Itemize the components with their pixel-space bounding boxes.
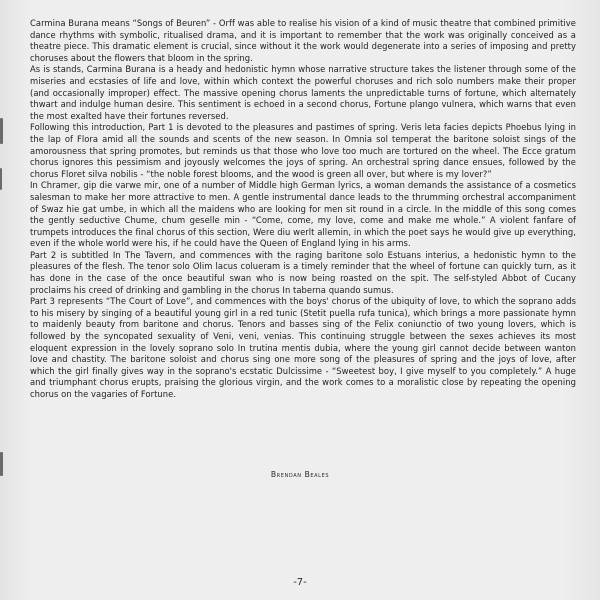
paragraph-part3-court-of-love: Part 3 represents “The Court of Love”, and commences with the boys' chorus of the ubiquity of love, to which the soprano adds to his misery by singing of a beautiful young girl in a red tunic (Stetit puella rufa tunica), which brings a more passionate hymn to maidenly beauty from baritone and chorus. Tenors and basses sing of the Felix coniunctio of two young lovers, which is followed by the syncopated sexuality of Veni, veni, venias. This continuing struggle between the sexes achieves its most eloquent expression in the lovely soprano solo In trutina mentis dubia, where the young girl cannot decide between wanton love and chastity. The baritone soloist and chorus sing one more song of the pleasures of spring and the joys of love, after which the girl finally gives way in the soprano's ecstatic Dulcissime - “Sweetest boy, I give myself to you completely.” A huge and triumphant chorus erupts, praising the glorious virgin, and the work comes to a moralistic close by repeating the opening chorus on the vagaries of Fortune. <box>30 296 576 399</box>
paragraph-part1-spring: Following this introduction, Part 1 is devoted to the pleasures and pastimes of spring. Veris leta facies depicts Phoebus lying in the lap of Flora amid all the sounds and scents of the new season. In Omnia sol temperat the baritone soloist sings of the amorousness that spring promotes, but reminds us that those who love too much are tortured on the wheel. The Ecce gratum chorus ignores this pessimism and joyously welcomes the joys of spring. An orchestral spring dance ensues, followed by the chorus Floret silva nobilis - “the noble forest blooms, and the wood is green all over, but where is my lover?” <box>30 122 576 179</box>
paragraph-part2-tavern: Part 2 is subtitled In The Tavern, and commences with the raging baritone solo Estuans interius, a hedonistic hymn to the pleasures of the flesh. The tenor solo Olim lacus colueram is a timely reminder that the wheel of fortune can quickly turn, as it has done in the case of the once beautiful swan who is now being roasted on the spit. The self-styled Abbot of Cucany proclaims his creed of drinking and gambling in the chorus In taberna quando sumus. <box>30 249 576 295</box>
author-signature: Brendan Beales <box>270 470 330 479</box>
liner-notes-text <box>30 18 576 401</box>
binding-mark <box>0 118 3 144</box>
page-number: -7- <box>293 577 307 588</box>
binding-mark <box>0 168 2 190</box>
paragraph-intro: Carmina Burana means “Songs of Beuren” - Orff was able to realise his vision of a kind of music theatre that combined primitive dance rhythms with symbolic, ritualised drama, and it is important to remember that the work was originally conceived as a theatre piece. This dramatic element is crucial, since without it the work would degenerate into a series of imposing and pretty choruses about the flowers that bloom in the spring. <box>30 18 576 63</box>
paragraph-chramer: In Chramer, gip die varwe mir, one of a number of Middle high German lyrics, a woman demands the assistance of a cosmetics salesman to make her more attractive to men. A gentle instrumental dance leads to the thrumming orchestral accompaniment of Swaz hie gat umbe, in which all the maidens who are looking for men sit round in a circle. In the middle of this song comes the gently seductive Chume, chum geselle min - “Come, come, my love, come and make me whole.” A violent fanfare of trumpets introduces the final chorus of this section, Were diu werlt allemin, in which the poet says he would give up everything, even if the whole world were his, if he could have the Queen of England lying in his arms. <box>30 180 576 249</box>
paragraph-fortune: As is stands, Carmina Burana is a heady and hedonistic hymn whose narrative structure takes the listener through some of the miseries and ecstasies of life and love, within which context the powerful choruses and rich solo numbers make their proper (and occasionally improper) effect. The massive opening chorus laments the unpredictable turns of fortune, which alternately thwart and indulge human desire. This sentiment is echoed in a second chorus, Fortune plango vulnera, which warns that even the most exalted have their fortunes reversed. <box>30 64 576 121</box>
